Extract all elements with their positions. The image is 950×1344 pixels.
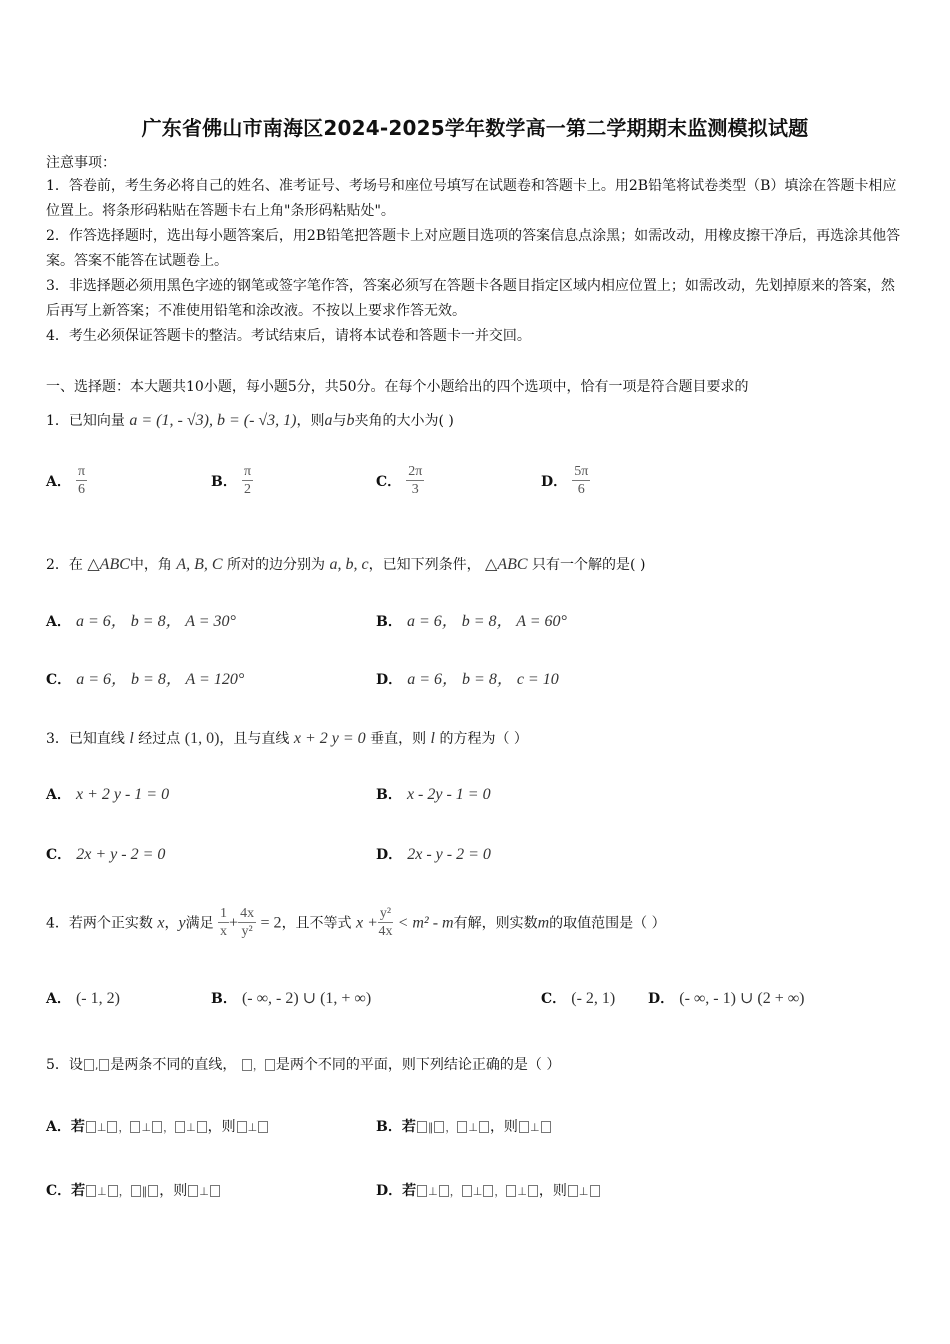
q4-option-b-text: (- ∞, - 2) ∪ (1, + ∞) bbox=[241, 990, 372, 1007]
q1-text-yu: 与 bbox=[332, 413, 347, 429]
q3-option-a-label: A． bbox=[46, 787, 71, 803]
q3-t1: 已知直线 bbox=[68, 731, 125, 747]
q2-option-a-label: A． bbox=[46, 614, 71, 630]
glyph-box bbox=[479, 1121, 489, 1133]
glyph-box bbox=[197, 1121, 207, 1133]
q5-glyph-beta bbox=[265, 1059, 275, 1071]
q1-option-b-label: B． bbox=[211, 474, 237, 490]
q4-option-b-label: B． bbox=[211, 991, 237, 1007]
q5-option-a-label: A． bbox=[46, 1119, 71, 1135]
q1-d-den: 6 bbox=[577, 482, 585, 497]
notice-item-1: 1．答卷前，考生务必将自己的姓名、准考证号、考场号和座位号填写在试题卷和答题卡上。用2B铅笔将试卷类型（B）填涂在答题卡相应位置上。将条形码粘贴在答题卡右上角"条形码粘贴处"。 bbox=[46, 178, 897, 219]
q4-eq-frac1-den: x bbox=[220, 924, 228, 939]
perp-symbol: ⊥ bbox=[141, 1121, 152, 1134]
q4-eq-frac2-num: 4x bbox=[240, 906, 255, 921]
q5-option-c-mid: ，则 bbox=[159, 1183, 188, 1199]
q4-option-c-text: (- 2, 1) bbox=[571, 990, 616, 1007]
q1-option-a-fraction bbox=[76, 464, 87, 499]
glyph-box bbox=[86, 1185, 96, 1197]
notice-heading: 注意事项： bbox=[46, 155, 116, 171]
q5-option-b[interactable]: B．若 ∥ ， ⊥ ，则 ⊥ bbox=[376, 1116, 552, 1136]
glyph-box bbox=[148, 1185, 158, 1197]
notice-item-2: 2．作答选择题时，选出每小题答案后，用2B铅笔把答题卡上对应题目选项的答案信息点涂黑；如需改动，用橡皮擦干净后，再选涂其他答案。答案不能答在试题卷上。 bbox=[46, 228, 901, 269]
q3-option-a-text: x + 2 y - 1 = 0 bbox=[75, 786, 170, 803]
q5-option-c-pre: 若 bbox=[71, 1183, 86, 1199]
glyph-box bbox=[237, 1121, 247, 1133]
q1-option-c-fraction bbox=[406, 464, 424, 499]
perp-symbol: ⊥ bbox=[428, 1185, 438, 1198]
q5-option-a-pre: 若 bbox=[70, 1119, 85, 1135]
perp-symbol: ⊥ bbox=[578, 1185, 589, 1198]
q1-text-post: 夹角的大小为( ) bbox=[354, 413, 454, 429]
question-4 bbox=[46, 906, 666, 941]
q4-ineq-frac bbox=[378, 906, 393, 941]
q1-text-pre: 已知向量 bbox=[68, 413, 125, 429]
q5-glyph-alpha bbox=[242, 1059, 252, 1071]
glyph-box bbox=[457, 1121, 467, 1133]
q5-option-b-mid: ，则 bbox=[489, 1119, 518, 1135]
q1-var-a: a bbox=[324, 412, 333, 429]
q3-option-d-text: 2x - y - 2 = 0 bbox=[407, 846, 491, 863]
q3-point: (1, 0) bbox=[184, 730, 220, 747]
glyph-box bbox=[434, 1121, 444, 1133]
q5-option-b-pre: 若 bbox=[401, 1119, 416, 1135]
q1-var-b: b bbox=[346, 412, 355, 429]
glyph-box bbox=[519, 1121, 529, 1133]
q5-option-a-mid: ，则 bbox=[207, 1119, 236, 1135]
q5-option-d-label: D． bbox=[376, 1183, 403, 1199]
question-2 bbox=[46, 554, 645, 574]
q1-vectors: a = (1, - √3), b = (- √3, 1) bbox=[129, 412, 297, 429]
q5-option-a[interactable]: A．若 ⊥ ， ⊥ ， ⊥ ，则 ⊥ bbox=[46, 1116, 269, 1136]
q5-option-d-pre: 若 bbox=[402, 1183, 417, 1199]
q1-number: 1． bbox=[46, 413, 69, 429]
q4-option-c[interactable] bbox=[541, 988, 615, 1008]
q1-c-num: 2π bbox=[408, 464, 423, 479]
q3-option-d-label: D． bbox=[376, 847, 403, 863]
q3-option-b-label: B． bbox=[376, 787, 402, 803]
q3-line-l: l bbox=[129, 730, 134, 747]
glyph-box bbox=[483, 1185, 493, 1197]
q1-option-d-label: D． bbox=[541, 474, 568, 490]
glyph-box bbox=[568, 1185, 578, 1197]
q2-option-c-label: C． bbox=[46, 672, 72, 688]
q2-t5: 只有一个解的是( ) bbox=[532, 557, 646, 573]
q2-t3: 所对的边分别为 bbox=[227, 557, 326, 573]
q3-option-c-text: 2x + y - 2 = 0 bbox=[76, 846, 166, 863]
q4-eq-rhs: = 2 bbox=[260, 914, 282, 932]
q4-comma: ， bbox=[164, 915, 179, 932]
q4-number: 4． bbox=[46, 915, 69, 932]
q2-option-b[interactable] bbox=[376, 608, 567, 631]
glyph-box bbox=[175, 1121, 185, 1133]
q4-ineq-frac-num: y² bbox=[379, 906, 392, 921]
section-heading: 一、选择题：本大题共10小题，每小题5分，共50分。在每个小题给出的四个选项中，恰有一项是符合题目要求的 bbox=[46, 379, 749, 395]
q2-triangle: △ABC bbox=[87, 556, 130, 573]
perp-symbol: ⊥ bbox=[199, 1185, 209, 1198]
glyph-box bbox=[590, 1185, 600, 1197]
glyph-box bbox=[152, 1121, 162, 1133]
glyph-box bbox=[506, 1185, 516, 1197]
q1-b-den: 2 bbox=[243, 482, 251, 497]
q3-option-b[interactable] bbox=[376, 784, 491, 804]
page-title: 广东省佛山市南海区2024-2025学年数学高一第二学期期末监测模拟试题 bbox=[141, 116, 809, 140]
q2-option-b-text: a = 6， b = 8， A = 60° bbox=[406, 613, 567, 630]
q4-ineq-rhs: < m² - m bbox=[397, 914, 454, 932]
q2-option-d-text: a = 6， b = 8， c = 10 bbox=[407, 671, 559, 688]
q2-t2: 中，角 bbox=[129, 557, 172, 573]
q5-t2: 是两条不同的直线， bbox=[110, 1057, 237, 1073]
q5-number: 5． bbox=[46, 1057, 69, 1073]
q1-b-num: π bbox=[243, 464, 252, 479]
glyph-box bbox=[210, 1185, 220, 1197]
q4-t1: 若两个正实数 bbox=[68, 915, 153, 932]
perp-symbol: ⊥ bbox=[97, 1185, 107, 1198]
q4-var-x: x bbox=[157, 914, 165, 932]
q4-eq-plus: + bbox=[229, 914, 239, 932]
q2-triangle-2: △ABC bbox=[485, 556, 528, 573]
q3-given-line: x + 2 y = 0 bbox=[293, 730, 366, 747]
q4-eq-frac2-den: y² bbox=[241, 924, 253, 939]
q1-option-b-fraction bbox=[242, 464, 253, 499]
q3-option-b-text: x - 2y - 1 = 0 bbox=[406, 786, 491, 803]
glyph-box bbox=[258, 1121, 268, 1133]
q4-option-d-text: (- ∞, - 1) ∪ (2 + ∞) bbox=[679, 990, 805, 1007]
q5-t1: 设 bbox=[68, 1057, 83, 1073]
q4-t4: 有解，则实数 bbox=[453, 915, 538, 932]
glyph-box bbox=[130, 1121, 140, 1133]
glyph-box bbox=[86, 1121, 96, 1133]
q5-option-d[interactable]: D．若 ⊥ ， ⊥ ， ⊥ ，则 ⊥ bbox=[376, 1180, 601, 1200]
q5-glyph-n bbox=[99, 1059, 109, 1071]
q3-t5: 的方程为（ ） bbox=[439, 731, 528, 747]
q5-glyph-m bbox=[84, 1059, 94, 1071]
q4-eq-frac2 bbox=[238, 906, 256, 941]
q4-var-m: m bbox=[537, 914, 550, 932]
glyph-box bbox=[417, 1185, 427, 1197]
perp-symbol: ⊥ bbox=[96, 1121, 107, 1134]
q4-option-a[interactable] bbox=[46, 988, 120, 1008]
q5-option-b-label: B． bbox=[376, 1119, 402, 1135]
question-3 bbox=[46, 728, 528, 748]
q1-a-den: 6 bbox=[78, 482, 85, 497]
notice-item-4: 4．考生必须保证答题卡的整洁。考试结束后，请将本试卷和答题卡一并交回。 bbox=[46, 328, 531, 344]
perp-symbol: ⊥ bbox=[472, 1185, 483, 1198]
q3-line-l-2: l bbox=[430, 730, 435, 747]
question-5: 5．设 , 是两条不同的直线， ， 是两个不同的平面，则下列结论正确的是（ ） bbox=[46, 1057, 561, 1073]
q2-option-c[interactable] bbox=[46, 666, 244, 689]
q2-option-a-text: a = 6， b = 8， A = 30° bbox=[75, 613, 236, 630]
glyph-box bbox=[108, 1185, 118, 1197]
q2-number: 2． bbox=[46, 557, 69, 573]
q4-ineq-x: x + bbox=[356, 914, 378, 932]
q2-option-d[interactable] bbox=[376, 666, 559, 689]
q4-option-a-text: (- 1, 2) bbox=[75, 990, 120, 1007]
question-1 bbox=[46, 410, 454, 430]
q1-c-den: 3 bbox=[411, 482, 419, 497]
q4-ineq-frac-den: 4x bbox=[378, 924, 393, 939]
q3-option-c-label: C． bbox=[46, 847, 72, 863]
q1-text-mid: ，则 bbox=[296, 413, 325, 429]
parallel-symbol: ∥ bbox=[141, 1185, 148, 1198]
q1-option-a[interactable] bbox=[46, 464, 87, 499]
q3-t2: 经过点 bbox=[138, 731, 181, 747]
q2-t4: ，已知下列条件， bbox=[368, 557, 481, 573]
q3-option-a[interactable] bbox=[46, 784, 169, 804]
q4-t3: ，且不等式 bbox=[281, 915, 352, 932]
q2-option-a[interactable] bbox=[46, 608, 236, 631]
q5-option-c[interactable]: C．若 ⊥ ， ∥ ，则 ⊥ bbox=[46, 1180, 221, 1200]
q3-t3: ，且与直线 bbox=[219, 731, 290, 747]
q4-var-y: y bbox=[178, 914, 186, 932]
q4-option-a-label: A． bbox=[46, 991, 71, 1007]
q2-option-b-label: B． bbox=[376, 614, 402, 630]
q2-angles: A, B, C bbox=[176, 556, 223, 573]
q1-option-b[interactable] bbox=[211, 464, 253, 499]
q1-option-c[interactable] bbox=[376, 464, 424, 499]
q4-t2: 满足 bbox=[185, 915, 214, 932]
perp-symbol: ⊥ bbox=[517, 1185, 527, 1198]
q1-a-num: π bbox=[77, 464, 86, 479]
q4-eq-frac1-num: 1 bbox=[220, 906, 228, 921]
q3-number: 3． bbox=[46, 731, 69, 747]
q3-t4: 垂直，则 bbox=[370, 731, 427, 747]
glyph-box bbox=[439, 1185, 449, 1197]
q5-option-d-mid: ，则 bbox=[538, 1183, 567, 1199]
q2-option-c-text: a = 6， b = 8， A = 120° bbox=[76, 671, 245, 688]
glyph-box bbox=[107, 1121, 117, 1133]
glyph-box bbox=[417, 1121, 427, 1133]
q4-eq-frac1 bbox=[218, 906, 229, 941]
q4-option-d[interactable] bbox=[648, 988, 804, 1008]
glyph-box bbox=[188, 1185, 198, 1197]
q1-d-num: 5π bbox=[574, 464, 589, 479]
q1-option-d-fraction bbox=[572, 464, 590, 499]
q1-option-c-label: C． bbox=[376, 474, 402, 490]
glyph-box bbox=[462, 1185, 472, 1197]
notice-list bbox=[46, 174, 906, 349]
glyph-box bbox=[528, 1185, 538, 1197]
q4-option-d-label: D． bbox=[648, 991, 675, 1007]
q5-t3: 是两个不同的平面，则下列结论正确的是（ ） bbox=[275, 1057, 561, 1073]
glyph-box bbox=[541, 1121, 551, 1133]
q3-option-d[interactable] bbox=[376, 844, 491, 864]
parallel-symbol: ∥ bbox=[427, 1121, 434, 1134]
notice-item-3: 3．非选择题必须用黑色字迹的钢笔或签字笔作答，答案必须写在答题卡各题目指定区域内相应位置上；如需改动，先划掉原来的答案，然后再写上新答案；不准使用铅笔和涂改液。不按以上要求作答无效。 bbox=[46, 278, 895, 319]
perp-symbol: ⊥ bbox=[186, 1121, 196, 1134]
q2-t1: 在 bbox=[68, 557, 83, 573]
perp-symbol: ⊥ bbox=[529, 1121, 540, 1134]
q4-option-b[interactable] bbox=[211, 988, 371, 1008]
q2-sides: a, b, c bbox=[329, 556, 369, 573]
perp-symbol: ⊥ bbox=[247, 1121, 258, 1134]
q4-option-c-label: C． bbox=[541, 991, 567, 1007]
q1-option-a-label: A． bbox=[46, 474, 71, 490]
q3-option-c[interactable] bbox=[46, 844, 165, 864]
q1-option-d[interactable] bbox=[541, 464, 590, 499]
q5-option-c-label: C． bbox=[46, 1183, 72, 1199]
q4-t5: 的取值范围是（ ） bbox=[549, 915, 666, 932]
glyph-box bbox=[131, 1185, 141, 1197]
perp-symbol: ⊥ bbox=[468, 1121, 478, 1134]
q2-option-d-label: D． bbox=[376, 672, 403, 688]
